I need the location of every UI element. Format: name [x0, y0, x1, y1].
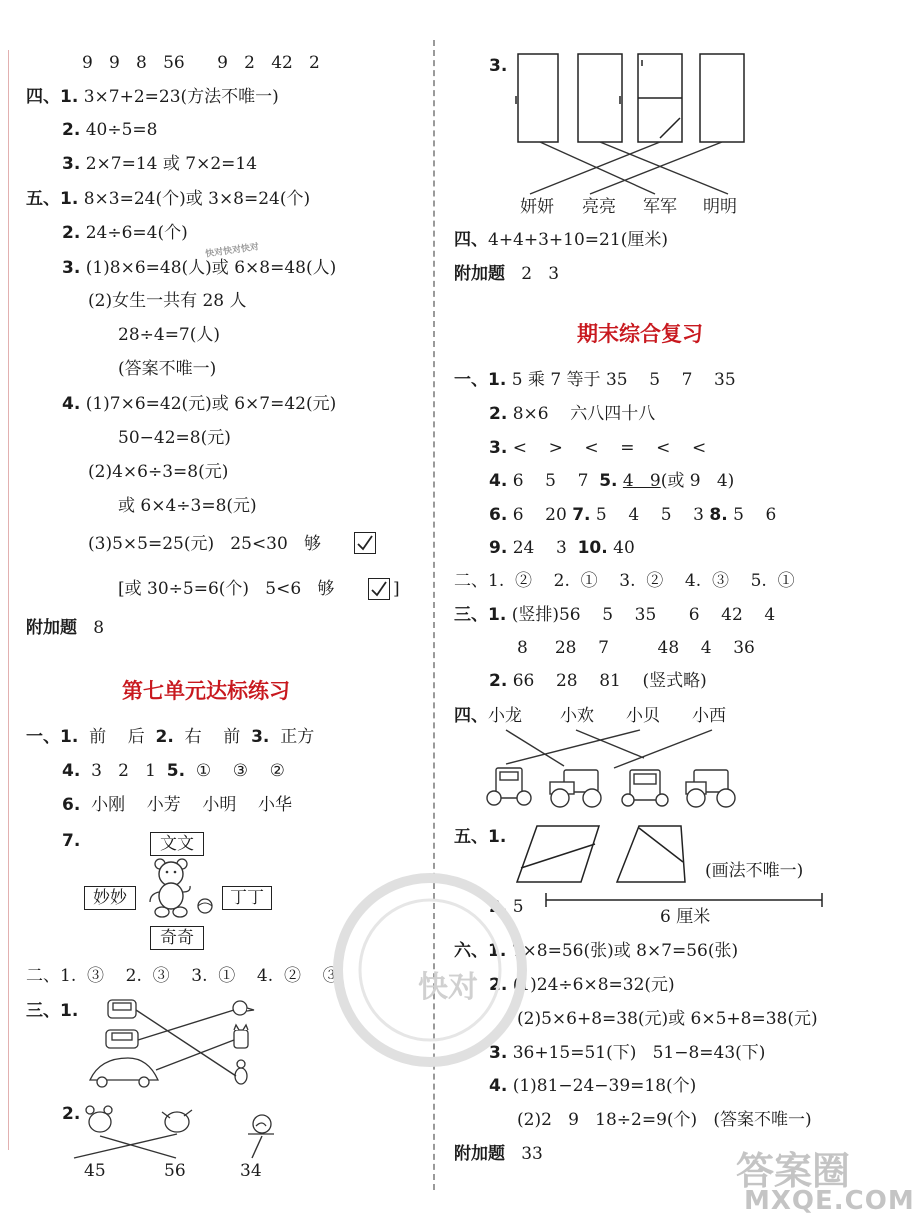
answer-text: 66 28 81 (竖式略): [512, 671, 707, 691]
answer-text: 40÷5=8: [85, 120, 158, 140]
answer-line: (2)4×6÷3=8(元): [88, 462, 229, 482]
left-margin-rule: [8, 50, 9, 1150]
question-number: 五、1.: [26, 189, 79, 209]
name-box-miaomiao: 妙妙: [84, 886, 136, 910]
number-label: 34: [240, 1161, 262, 1181]
answer-text: 33: [521, 1144, 543, 1164]
question-number: 2.: [489, 897, 508, 917]
answer-line: 28÷4=7(人): [118, 325, 221, 345]
watermark-text: 快对: [418, 970, 478, 1005]
beetle-car-icon: [90, 1058, 158, 1087]
check-box: [368, 578, 390, 600]
answer-text: (1)81−24−39=18(个): [512, 1076, 697, 1096]
watermark-url: MXQE.COM: [744, 1186, 915, 1216]
animal-number-matching-figure: [80, 1102, 280, 1162]
answer-text: 小刚 小芳 小明 小华: [91, 795, 292, 815]
answer-text: 5 6: [733, 505, 777, 525]
section-title-final-review: 期末综合复习: [577, 322, 703, 346]
tractor-icon: [686, 770, 735, 807]
question-number: 三、1.: [454, 605, 507, 625]
answer-line: (2)5×6+8=38(元)或 6×5+8=38(元): [517, 1009, 818, 1029]
answer-text: < > < = < <: [512, 438, 707, 458]
question-number: 5.: [599, 471, 618, 491]
question-number: 5.: [166, 761, 186, 781]
answer-text: 8: [93, 618, 105, 638]
number-label: 56: [164, 1161, 186, 1181]
answer-line: 或 6×4÷3=8(元): [118, 496, 257, 516]
check-box: [354, 532, 376, 554]
bonus-label: 附加题: [454, 1144, 505, 1164]
question-number: 四、: [454, 230, 488, 250]
answer-text: (1)24÷6×8=32(元): [512, 975, 675, 995]
tractor-icon: [550, 770, 601, 807]
tractor-matching-figure: [484, 726, 744, 812]
refrigerator-icon: [578, 54, 622, 142]
question-number: 3.: [251, 727, 270, 747]
answer-text: (或 9 4): [660, 471, 735, 491]
answer-text: 24÷6=4(个): [85, 223, 188, 243]
trapezoid-right: [617, 826, 685, 882]
question-number: 一、1.: [26, 727, 79, 747]
snail-icon: [248, 1115, 274, 1134]
answer-text: 4+4+3+10=21(厘米): [488, 230, 668, 250]
answer-text: 8×3=24(个)或 3×8=24(个): [83, 189, 311, 209]
question-number: 7.: [572, 505, 591, 525]
child-name: 亮亮: [582, 197, 616, 217]
answer-line: (3)5×5=25(元) 25<30 够: [88, 534, 322, 554]
answer-text: 2×7=14 或 7×2=14: [85, 154, 258, 174]
question-number: 7.: [62, 831, 81, 851]
answer-text: 前 后: [89, 727, 145, 747]
mouse-icon: [235, 1060, 247, 1084]
section-title-unit7: 第七单元达标练习: [122, 679, 290, 703]
cat-icon: [234, 1025, 248, 1048]
answer-text: 36+15=51(下) 51−8=43(下): [512, 1043, 766, 1063]
answer-line: (2)2 9 18÷2=9(个) (答案不唯一): [517, 1110, 812, 1130]
refrigerator-icon: [700, 54, 744, 142]
child-name: 小贝: [626, 706, 660, 726]
tractor-icon: [487, 768, 531, 805]
question-number: 2.: [62, 223, 81, 243]
answer-line: 二、1. ③ 2. ③ 3. ① 4. ② ③: [26, 966, 340, 986]
question-number: 3.: [489, 56, 508, 76]
answer-text: 3 2 1: [91, 761, 156, 781]
answer-text: (1)8×6=48(人)或 6×8=48(人): [85, 258, 337, 278]
question-number: 一、1.: [454, 370, 507, 390]
bonus-label: 附加题: [26, 618, 77, 638]
answer-text: 6 5 7: [512, 471, 589, 491]
answer-text: 右 前: [184, 727, 241, 747]
answer-text: 4 9: [622, 471, 661, 491]
answer-line: 50−42=8(元): [118, 428, 231, 448]
question-number: 3.: [489, 438, 508, 458]
name-box-qiqi: 奇奇: [150, 926, 204, 950]
refrigerator-icon: [638, 54, 682, 142]
question-number: 6.: [62, 795, 81, 815]
mouse-icon: [86, 1106, 112, 1132]
child-name: 小西: [692, 706, 726, 726]
question-number: 2.: [489, 404, 508, 424]
question-number: 3.: [62, 258, 81, 278]
car-middle-icon: [106, 1030, 138, 1048]
child-name: 明明: [703, 197, 737, 217]
tractor-icon: [622, 770, 668, 806]
answer-line: 二、1. ② 2. ① 3. ② 4. ③ 5. ①: [454, 571, 795, 591]
question-number: 五、1.: [454, 827, 507, 847]
question-number: 4.: [62, 394, 81, 414]
duck-icon: [233, 1001, 254, 1015]
answer-text: 5: [512, 897, 524, 917]
answer-line: 9 9 8 56 9 2 42 2: [82, 53, 320, 73]
child-name: 小欢: [560, 706, 594, 726]
question-number: 9.: [489, 538, 508, 558]
question-number: 2.: [62, 120, 81, 140]
bonus-label: 附加题: [454, 264, 505, 284]
question-number: 4.: [489, 471, 508, 491]
answer-line: (答案不唯一): [118, 359, 217, 379]
question-number: 四、: [454, 706, 488, 726]
answer-text: 正方: [280, 727, 315, 747]
answer-text: ① ③ ②: [195, 761, 285, 781]
question-number: 四、1.: [26, 87, 79, 107]
question-number: 2.: [489, 975, 508, 995]
car-top-icon: [108, 1000, 136, 1018]
answer-text: 24 3: [512, 538, 567, 558]
check-mark-icon: [369, 579, 389, 599]
teddy-bear-ball-icon: [144, 856, 216, 922]
check-mark-icon: [355, 533, 375, 553]
answer-text: 6 20: [512, 505, 567, 525]
watermark-stamp: 快对快对快对: [204, 242, 260, 260]
vehicle-animal-matching-figure: [100, 996, 270, 1092]
refrigerator-matching-figure: [510, 52, 750, 200]
answer-text: (竖排)56 5 35 6 42 4: [511, 605, 776, 625]
question-number: 3.: [62, 154, 81, 174]
question-number: 六、1.: [454, 941, 507, 961]
answer-text: 2 3: [521, 264, 560, 284]
answer-text: 5 4 5 3: [595, 505, 704, 525]
answer-text: 5 乘 7 等于 35 5 7 35: [511, 370, 736, 390]
question-number: 6.: [489, 505, 508, 525]
trapezoid-shapes-figure: [515, 822, 695, 886]
question-number: 三、1.: [26, 1001, 79, 1021]
question-number: 2.: [155, 727, 174, 747]
answer-text: 40: [613, 538, 635, 558]
child-name: 小龙: [488, 706, 522, 726]
question-number: 2.: [489, 671, 508, 691]
question-number: 10.: [577, 538, 608, 558]
watermark-logo: 答案圈: [736, 1149, 851, 1193]
answer-line: 8 28 7 48 4 36: [517, 638, 755, 658]
segment-length-label: 6 厘米: [660, 907, 711, 927]
name-box-dingding: 丁丁: [222, 886, 272, 910]
name-box-wenwen: 文文: [150, 832, 204, 856]
answer-text: 8×6 六八四十八: [512, 404, 656, 424]
bird-icon: [162, 1110, 192, 1132]
answer-line: [或 30÷5=6(个) 5<6 够: [118, 579, 335, 599]
answer-line: (2)女生一共有 28 人: [88, 291, 247, 311]
answer-note: (画法不唯一): [705, 861, 804, 881]
answer-text: 3×7+2=23(方法不唯一): [83, 87, 279, 107]
question-number: 4.: [489, 1076, 508, 1096]
question-number: 8.: [709, 505, 728, 525]
question-number: 2.: [62, 1104, 81, 1124]
question-number: 3.: [489, 1043, 508, 1063]
question-number: 4.: [62, 761, 81, 781]
bracket-close: ]: [393, 579, 400, 599]
child-name: 军军: [643, 197, 677, 217]
child-name: 妍妍: [520, 197, 554, 217]
number-label: 45: [84, 1161, 106, 1181]
answer-text: (1)7×6=42(元)或 6×7=42(元): [85, 394, 337, 414]
refrigerator-icon: [516, 54, 558, 142]
answer-text: 7×8=56(张)或 8×7=56(张): [511, 941, 739, 961]
